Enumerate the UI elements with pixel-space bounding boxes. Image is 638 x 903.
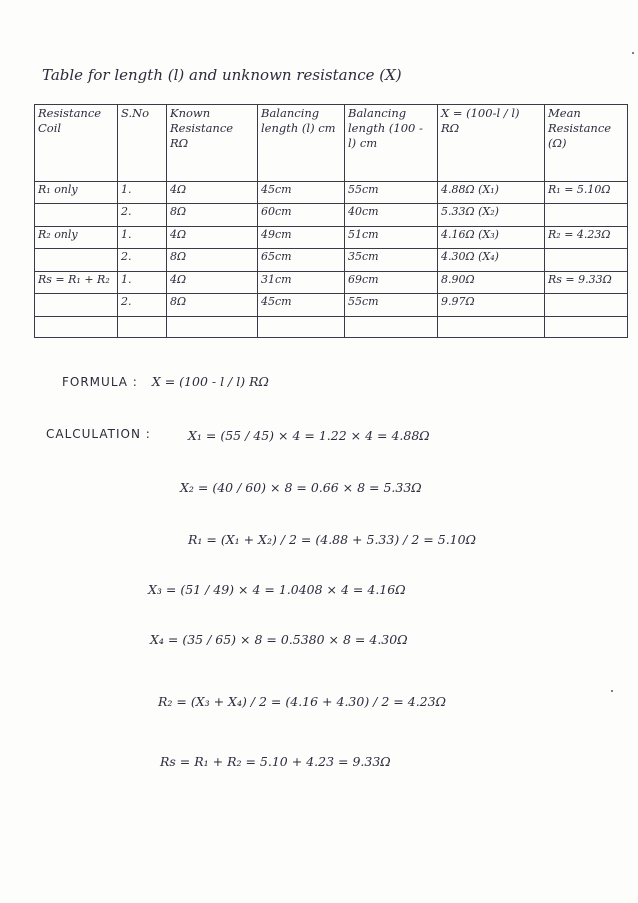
cell-l2: 40cm <box>345 204 438 227</box>
calc-x1: X₁ = (55 / 45) × 4 = 1.22 × 4 = 4.88Ω <box>188 428 430 443</box>
table-row <box>35 204 628 227</box>
calc-x4: X₄ = (35 / 65) × 8 = 0.5380 × 8 = 4.30Ω <box>150 632 408 647</box>
cell-known: 4Ω <box>167 227 258 249</box>
calc-r2: R₂ = (X₃ + X₄) / 2 = (4.16 + 4.30) / 2 = 4.23Ω <box>158 694 446 709</box>
cell-mean <box>545 204 628 227</box>
cell-l2: 55cm <box>345 294 438 317</box>
cell-coil: R₁ only <box>35 182 118 204</box>
cell-known: 8Ω <box>167 204 258 227</box>
cell-known: 8Ω <box>167 249 258 272</box>
header-resistance-coil: Resistance Coil <box>35 105 118 182</box>
cell-x: 4.88Ω (X₁) <box>438 182 545 204</box>
cell-l: 31cm <box>258 272 345 294</box>
calc-r1: R₁ = (X₁ + X₂) / 2 = (4.88 + 5.33) / 2 = 5.10Ω <box>188 532 476 547</box>
header-sno: S.No <box>118 105 167 182</box>
cell-x: 8.90Ω <box>438 272 545 294</box>
cell-sno: 1. <box>118 182 167 204</box>
header-balancing-length-complement: Balancing length (100 - l) cm <box>345 105 438 182</box>
table-row <box>35 294 628 317</box>
cell-l: 65cm <box>258 249 345 272</box>
table-row <box>35 182 628 204</box>
header-balancing-length: Balancing length (l) cm <box>258 105 345 182</box>
table-row-spacer <box>35 317 628 338</box>
cell-l: 45cm <box>258 294 345 317</box>
cell-l2: 55cm <box>345 182 438 204</box>
cell-sno: 1. <box>118 227 167 249</box>
cell-sno: 2. <box>118 249 167 272</box>
cell-coil <box>35 294 118 317</box>
margin-mark <box>632 52 634 54</box>
cell-sno: 2. <box>118 294 167 317</box>
formula-expression: X = (100 - l / l) RΩ <box>151 374 269 389</box>
cell-mean: R₂ = 4.23Ω <box>545 227 628 249</box>
table-header-row <box>35 105 628 182</box>
calculation-label: CALCULATION : <box>46 427 151 441</box>
cell-coil: Rs = R₁ + R₂ <box>35 272 118 294</box>
cell-l: 45cm <box>258 182 345 204</box>
table-row <box>35 272 628 294</box>
page-title: Table for length (l) and unknown resistance (X) <box>42 66 402 84</box>
cell-l: 49cm <box>258 227 345 249</box>
formula-label: FORMULA : <box>62 375 138 389</box>
table-row <box>35 227 628 249</box>
calc-x2: X₂ = (40 / 60) × 8 = 0.66 × 8 = 5.33Ω <box>180 480 422 495</box>
cell-mean <box>545 294 628 317</box>
calc-rs: Rs = R₁ + R₂ = 5.10 + 4.23 = 9.33Ω <box>160 754 391 769</box>
calculation-heading <box>46 426 151 441</box>
cell-coil: R₂ only <box>35 227 118 249</box>
cell-x: 4.30Ω (X₄) <box>438 249 545 272</box>
cell-known: 4Ω <box>167 182 258 204</box>
cell-mean: Rs = 9.33Ω <box>545 272 628 294</box>
formula-line <box>62 374 269 389</box>
cell-coil <box>35 204 118 227</box>
cell-x: 4.16Ω (X₃) <box>438 227 545 249</box>
cell-coil <box>35 249 118 272</box>
cell-known: 8Ω <box>167 294 258 317</box>
cell-x: 5.33Ω (X₂) <box>438 204 545 227</box>
cell-mean: R₁ = 5.10Ω <box>545 182 628 204</box>
table-row <box>35 249 628 272</box>
cell-l: 60cm <box>258 204 345 227</box>
margin-mark <box>611 690 613 692</box>
cell-x: 9.97Ω <box>438 294 545 317</box>
cell-l2: 35cm <box>345 249 438 272</box>
cell-sno: 1. <box>118 272 167 294</box>
calc-x3: X₃ = (51 / 49) × 4 = 1.0408 × 4 = 4.16Ω <box>148 582 406 597</box>
cell-l2: 69cm <box>345 272 438 294</box>
cell-l2: 51cm <box>345 227 438 249</box>
cell-sno: 2. <box>118 204 167 227</box>
header-x-formula: X = (100-l / l) RΩ <box>438 105 545 182</box>
cell-mean <box>545 249 628 272</box>
header-known-resistance: Known Resistance RΩ <box>167 105 258 182</box>
resistance-table <box>34 104 628 338</box>
header-mean-resistance: Mean Resistance (Ω) <box>545 105 628 182</box>
cell-known: 4Ω <box>167 272 258 294</box>
